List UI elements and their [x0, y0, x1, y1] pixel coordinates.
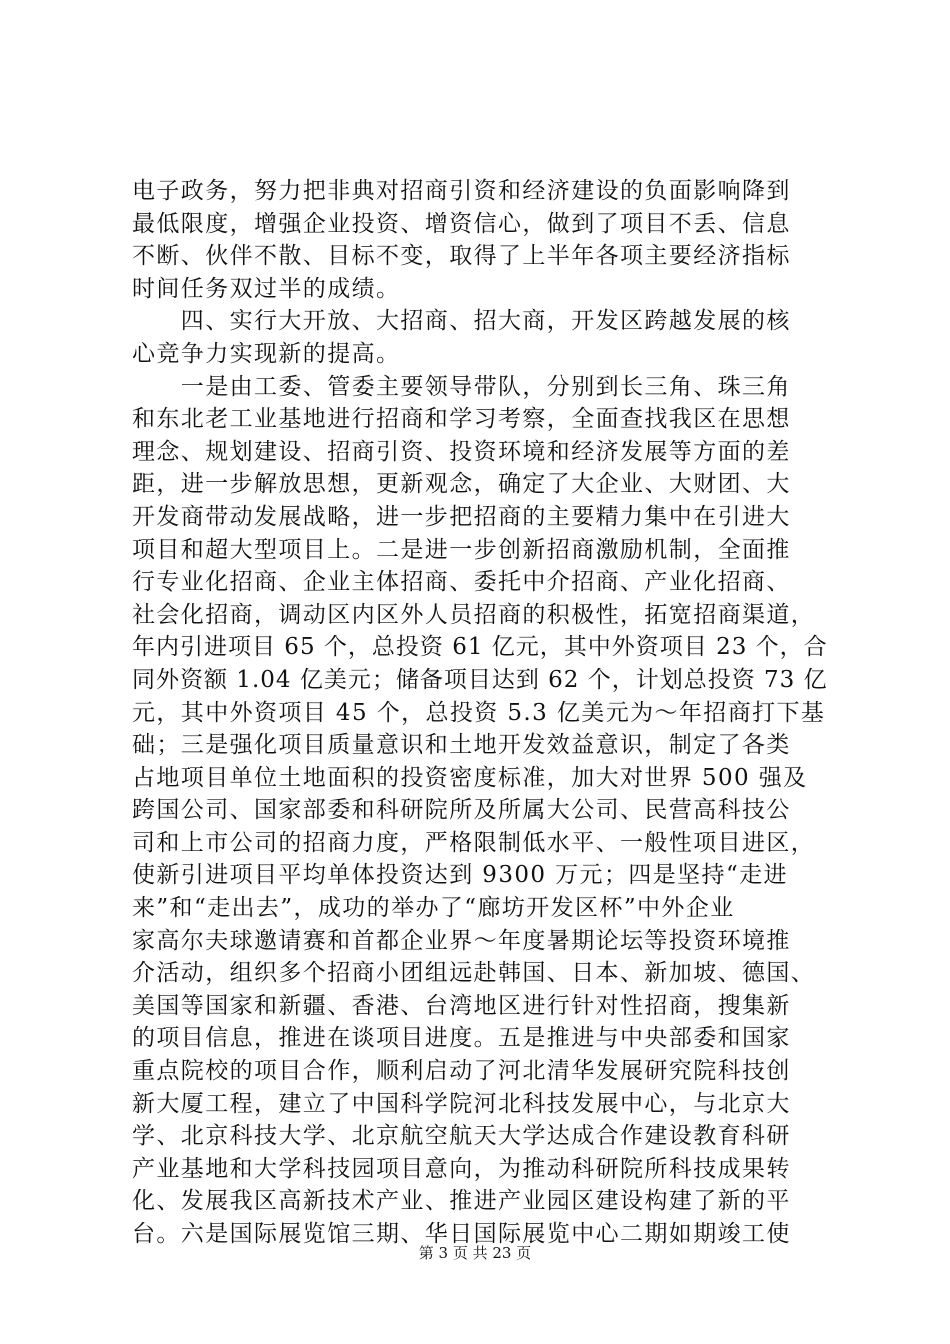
text-line: 四、实行大开放、大招商、招大商，开发区跨越发展的核 — [132, 308, 791, 335]
text-line: 的项目信息，推进在谈项目进度。五是推进与中央部委和国家 — [132, 1025, 791, 1052]
text-line: 一是由工委、管委主要领导带队，分别到长三角、珠三角 — [132, 373, 791, 400]
text-line: 开发商带动发展战略，进一步把招商的主要精力集中在引进大 — [132, 503, 791, 530]
text-line: 元，其中外资项目 45 个，总投资 5.3 亿美元为～年招商打下基 — [132, 699, 826, 726]
text-line: 行专业化招商、企业主体招商、委托中介招商、产业化招商、 — [132, 569, 791, 596]
text-line: 学、北京科技大学、北京航空航天大学达成合作建设教育科研 — [132, 1123, 791, 1150]
page-number-footer: 第 3 页 共 23 页 — [418, 1244, 532, 1262]
text-line: 不断、伙伴不散、目标不变，取得了上半年各项主要经济指标 — [132, 243, 791, 270]
text-line: 司和上市公司的招商力度，严格限制低水平、一般性项目进区， — [132, 829, 816, 856]
text-line: 理念、规划建设、招商引资、投资环境和经济发展等方面的差 — [132, 438, 791, 465]
text-line: 电子政务，努力把非典对招商引资和经济建设的负面影响降到 — [132, 178, 791, 204]
text-line: 占地项目单位土地面积的投资密度标准，加大对世界 500 强及 — [132, 764, 808, 791]
text-line: 社会化招商，调动区内区外人员招商的积极性，拓宽招商渠道， — [132, 601, 816, 628]
text-line: 和东北老工业基地进行招商和学习考察，全面查找我区在思想 — [132, 406, 791, 433]
text-line: 距，进一步解放思想，更新观念，确定了大企业、大财团、大 — [132, 471, 791, 498]
text-line: 最低限度，增强企业投资、增资信心，做到了项目不丢、信息 — [132, 210, 791, 237]
text-line: 台。六是国际展览馆三期、华日国际展览中心二期如期竣工使 — [132, 1221, 791, 1247]
text-line: 础；三是强化项目质量意识和土地开发效益意识，制定了各类 — [132, 732, 791, 759]
text-line: 新大厦工程，建立了中国科学院河北科技发展中心，与北京大 — [132, 1090, 791, 1117]
text-line: 美国等国家和新疆、香港、台湾地区进行针对性招商，搜集新 — [132, 992, 791, 1019]
text-line: 使新引进项目平均单体投资达到 9300 万元；四是坚持“走进 — [132, 862, 788, 889]
text-line: 来”和“走出去”，成功的举办了“廊坊开发区杯”中外企业 — [132, 895, 735, 922]
text-line: 跨国公司、国家部委和科研院所及所属大公司、民营高科技公 — [132, 797, 791, 824]
text-line: 年内引进项目 65 个，总投资 61 亿元，其中外资项目 23 个，合 — [132, 634, 828, 661]
text-line: 产业基地和大学科技园项目意向，为推动科研院所科技成果转 — [132, 1155, 791, 1182]
text-line: 家高尔夫球邀请赛和首都企业界～年度暑期论坛等投资环境推 — [132, 927, 791, 954]
document-body — [132, 175, 832, 1251]
text-line: 化、发展我区高新技术产业、推进产业园区建设构建了新的平 — [132, 1188, 791, 1215]
text-line: 同外资额 1.04 亿美元；储备项目达到 62 个，计划总投资 73 亿 — [132, 666, 828, 693]
text-line: 重点院校的项目合作，顺利启动了河北清华发展研究院科技创 — [132, 1058, 791, 1085]
text-line: 时间任务双过半的成绩。 — [132, 275, 401, 302]
text-line: 项目和超大型项目上。二是进一步创新招商激励机制，全面推 — [132, 536, 791, 563]
text-line: 介活动，组织多个招商小团组远赴韩国、日本、新加坡、德国、 — [132, 960, 816, 987]
text-line: 心竞争力实现新的提高。 — [132, 340, 401, 367]
